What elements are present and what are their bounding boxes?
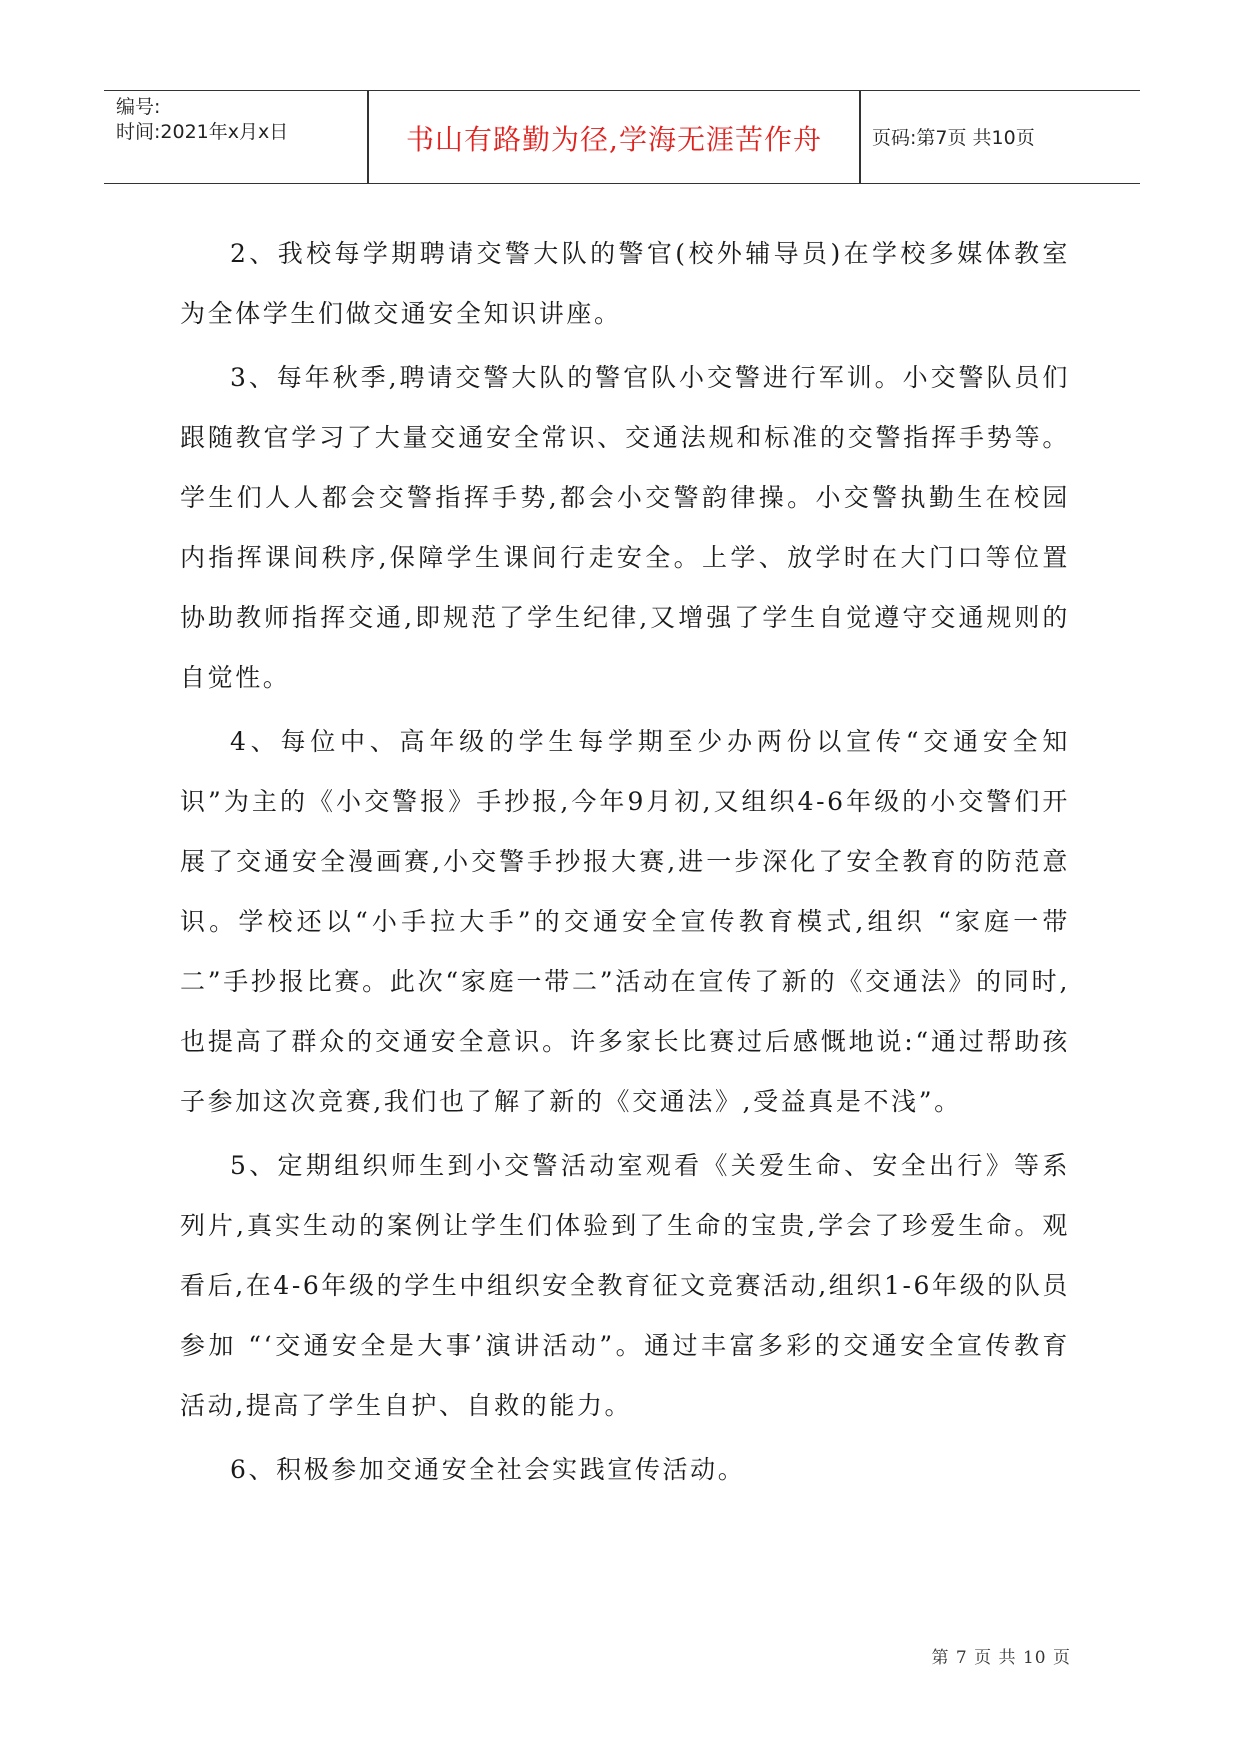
- header-motto: 书山有路勤为径,学海无涯苦作舟: [406, 123, 822, 156]
- paragraph-2: 2、我校每学期聘请交警大队的警官(校外辅导员)在学校多媒体教室为全体学生们做交通安全知识讲座。: [180, 239, 1070, 328]
- page-footer: 第 7 页 共 10 页: [931, 1648, 1071, 1668]
- header-time-label: 时间:2021年x月x日: [116, 121, 289, 143]
- paragraph-4: 4、每位中、高年级的学生每学期至少办两份以宣传“交通安全知识”为主的《小交警报》手抄报,今年9月初,又组织4-6年级的小交警们开展了交通安全漫画赛,小交警手抄报大赛,进一步深化了安全教育的防范意识。学校还以“小手拉大手”的交通安全宣传教育模式,组织 “家庭一带二”手抄报比赛。此次“家庭一带二”活动在宣传了新的《交通法》的同时,也提高了群众的交通安全意识。许多家长比赛过后感慨地说:“通过帮助孩子参加这次竞赛,我们也了解了新的《交通法》,受益真是不浅”。: [180, 727, 1070, 1116]
- page-header: [104, 90, 1140, 184]
- paragraph-6: 6、积极参加交通安全社会实践宣传活动。: [230, 1455, 746, 1484]
- header-number-label: 编号:: [116, 96, 161, 118]
- paragraph-3: 3、每年秋季,聘请交警大队的警官队小交警进行军训。小交警队员们跟随教官学习了大量交通安全常识、交通法规和标准的交警指挥手势等。学生们人人都会交警指挥手势,都会小交警韵律操。小交警执勤生在校园内指挥课间秩序,保障学生课间行走安全。上学、放学时在大门口等位置协助教师指挥交通,即规范了学生纪律,又增强了学生自觉遵守交通规则的自觉性。: [180, 363, 1070, 692]
- paragraph-5: 5、定期组织师生到小交警活动室观看《关爱生命、安全出行》等系列片,真实生动的案例让学生们体验到了生命的宝贵,学会了珍爱生命。观看后,在4-6年级的学生中组织安全教育征文竞赛活动,组织1-6年级的队员参加 “‘交通安全是大事’演讲活动”。通过丰富多彩的交通安全宣传教育活动,提高了学生自护、自救的能力。: [180, 1151, 1071, 1420]
- header-meta: [116, 95, 288, 145]
- header-divider-right: [859, 91, 861, 183]
- document-body: [180, 224, 1070, 1504]
- header-page-label: 页码:第7页 共10页: [872, 127, 1035, 149]
